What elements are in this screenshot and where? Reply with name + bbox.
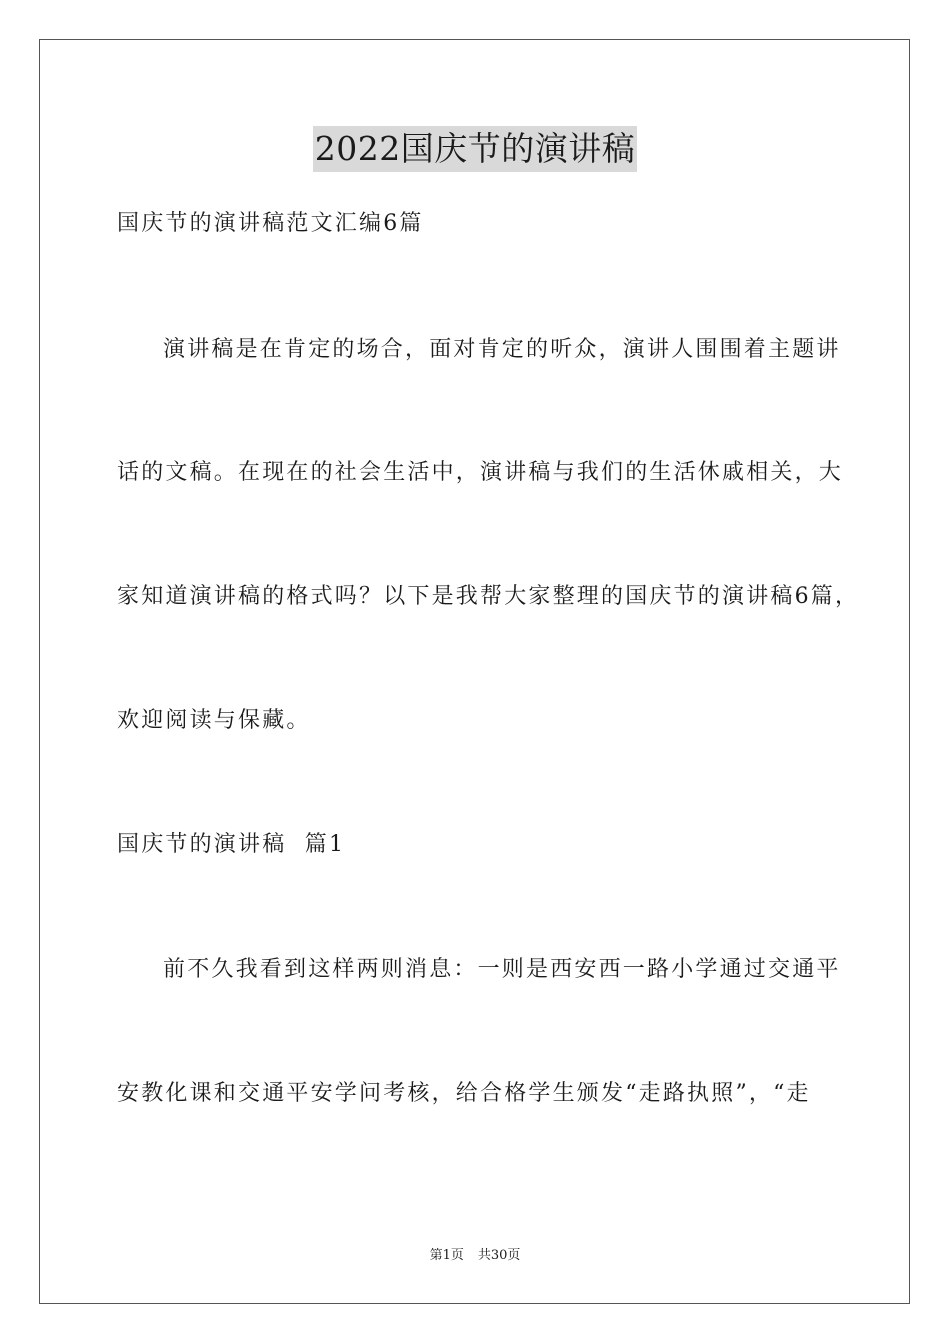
paragraph-line: 家知道演讲稿的格式吗？以下是我帮大家整理的国庆节的演讲稿6篇， xyxy=(117,584,860,609)
total-pages-label: 共30页 xyxy=(477,1248,521,1263)
document-title: 2022国庆节的演讲稿 xyxy=(313,126,637,172)
page-footer xyxy=(0,1247,950,1265)
section-heading: 国庆节的演讲稿 篇1 xyxy=(117,832,346,857)
page-number-label: 第1页 xyxy=(429,1248,464,1263)
paragraph-line: 欢迎阅读与保藏。 xyxy=(117,708,311,733)
title-container xyxy=(0,126,950,172)
paragraph-line: 前不久我看到这样两则消息：一则是西安西一路小学通过交通平 xyxy=(163,957,841,982)
paragraph-line: 演讲稿是在肯定的场合，面对肯定的听众，演讲人围围着主题讲 xyxy=(163,337,841,362)
paragraph-line: 安教化课和交通平安学问考核，给合格学生颁发“走路执照”，“走 xyxy=(117,1081,811,1106)
document-subtitle: 国庆节的演讲稿范文汇编6篇 xyxy=(117,211,424,236)
paragraph-line: 话的文稿。在现在的社会生活中，演讲稿与我们的生活休戚相关，大 xyxy=(117,460,844,485)
